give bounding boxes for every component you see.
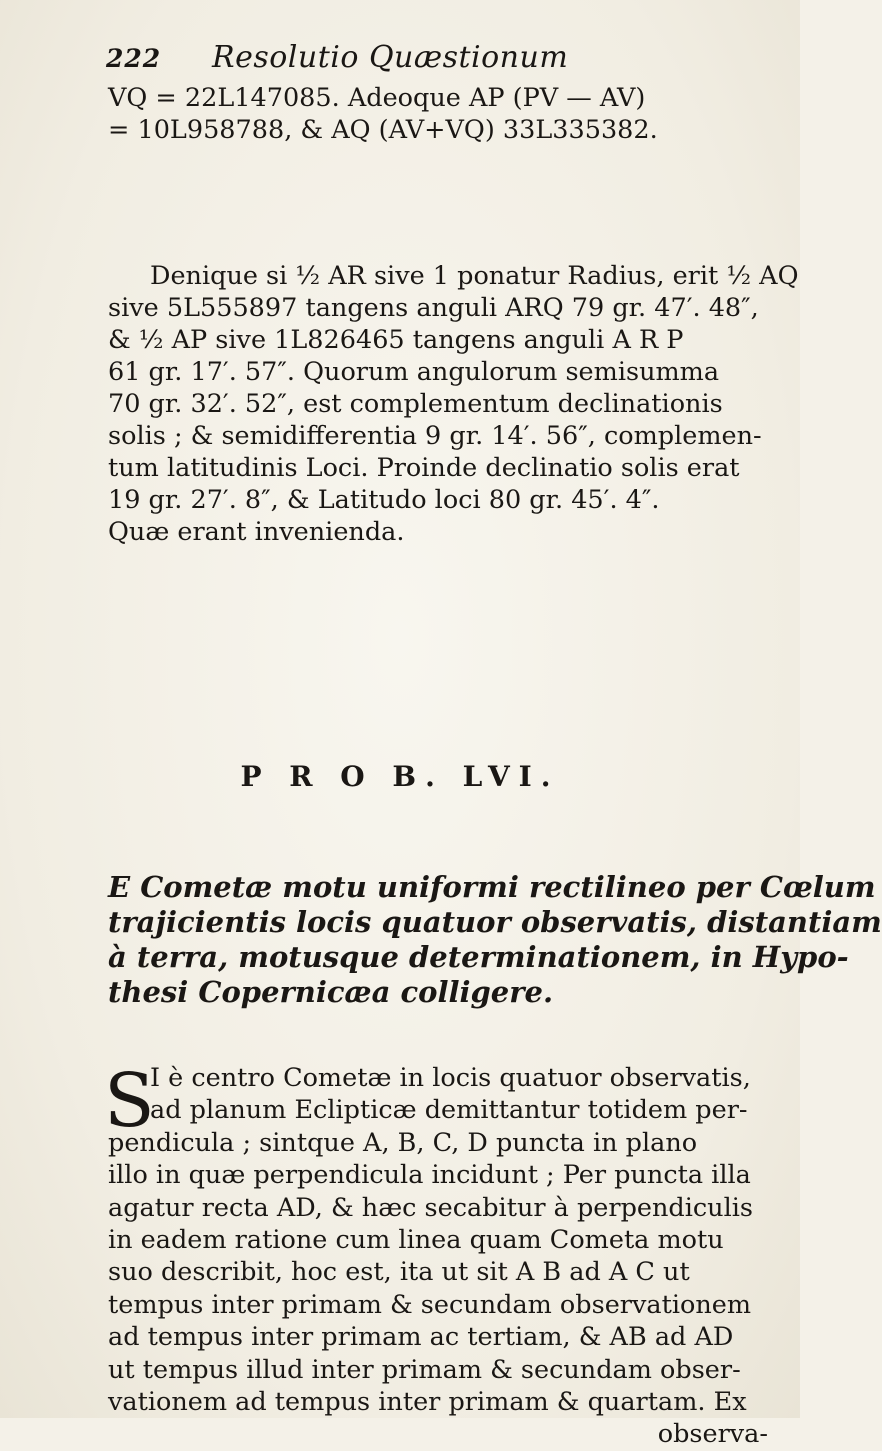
catchword: observa- xyxy=(657,1419,768,1450)
conclusion-paragraph xyxy=(108,260,799,548)
text-line: in eadem ratione cum linea quam Cometa motu xyxy=(108,1224,724,1255)
text-line: ad tempus inter primam ac tertiam, & AB ad AD xyxy=(108,1322,734,1353)
text-line: sive 5L555897 tangens anguli ARQ 79 gr. 47′. 48″, xyxy=(108,293,759,323)
text-line: = 10L958788, & AQ (AV+VQ) 33L335382. xyxy=(108,115,658,145)
text-line: illo in quæ perpendicula incidunt ; Per puncta illa xyxy=(108,1160,751,1191)
text-line: vationem ad tempus inter primam & quartam. Ex xyxy=(108,1386,747,1417)
text-line: ad planum Eclipticæ demittantur totidem per- xyxy=(150,1095,748,1126)
text-line: 70 gr. 32′. 52″, est complementum declinationis xyxy=(108,389,723,419)
problem-statement xyxy=(108,870,882,1010)
text-line: & ½ AP sive 1L826465 tangens anguli A R P xyxy=(108,325,684,355)
text-line: Denique si ½ AR sive 1 ponatur Radius, erit ½ AQ xyxy=(150,261,799,291)
statement-line: E Cometæ motu uniformi rectilineo per Cœlum xyxy=(108,870,876,904)
text-line: Quæ erant invenienda. xyxy=(108,517,405,547)
text-line: ut tempus illud inter primam & secundam obser- xyxy=(108,1354,741,1385)
page-header xyxy=(106,40,746,80)
text-line: VQ = 22L147085. Adeoque AP (PV — AV) xyxy=(108,83,646,113)
page-number: 222 xyxy=(106,44,162,73)
text-line: suo describit, hoc est, ita ut sit A B ad A C ut xyxy=(108,1257,690,1288)
text-line: tum latitudinis Loci. Proinde declinatio solis erat xyxy=(108,453,740,483)
equation-block xyxy=(108,82,748,146)
text-line: tempus inter primam & secundam observationem xyxy=(108,1289,752,1320)
text-line: 19 gr. 27′. 8″, & Latitudo loci 80 gr. 45′. 4″. xyxy=(108,485,660,515)
statement-line: trajicientis locis quatuor observatis, distantiam xyxy=(108,905,882,939)
text-line: 61 gr. 17′. 57″. Quorum angulorum semisumma xyxy=(108,357,720,387)
text-line: pendicula ; sintque A, B, C, D puncta in plano xyxy=(108,1127,698,1158)
running-title: Resolutio Quæstionum xyxy=(212,40,569,75)
solution-paragraph xyxy=(104,1058,768,1451)
text-line: solis ; & semidifferentia 9 gr. 14′. 56″, complemen- xyxy=(108,421,762,451)
statement-line: à terra, motusque determinationem, in Hypo- xyxy=(108,940,849,974)
text-line: I è centro Cometæ in locis quatuor observatis, xyxy=(150,1063,751,1093)
text-line: agatur recta AD, & hæc secabitur à perpendiculis xyxy=(108,1192,753,1223)
statement-line: thesi Copernicæa colligere. xyxy=(108,975,554,1009)
problem-heading: P R O B. LVI. xyxy=(240,760,560,793)
drop-cap: S xyxy=(104,1058,155,1144)
